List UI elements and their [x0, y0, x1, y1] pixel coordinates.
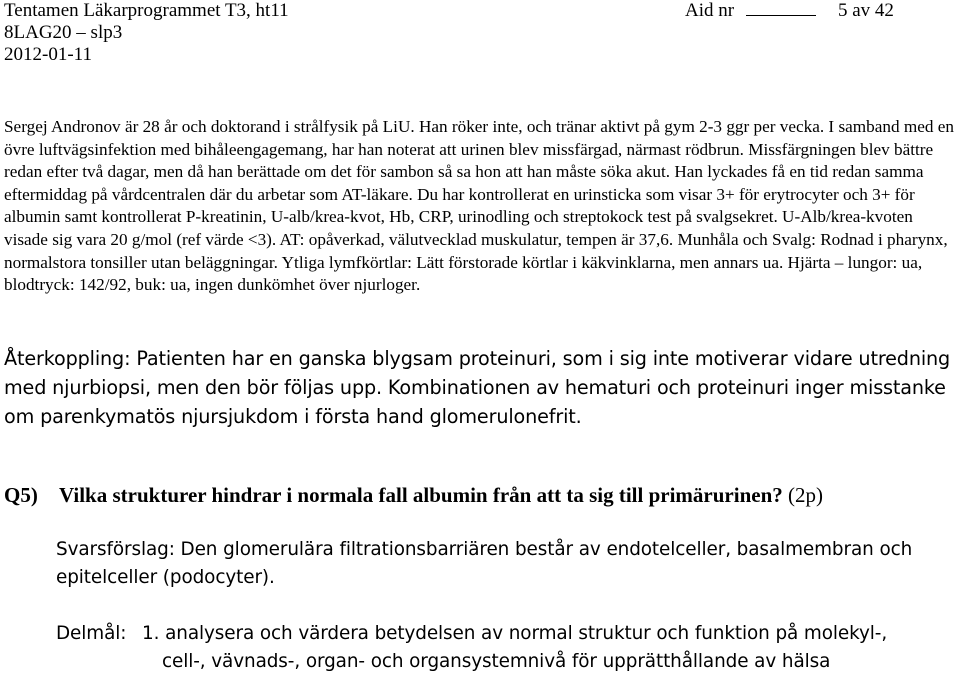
learning-objective-label: Delmål: — [56, 623, 127, 644]
header-row-1 — [4, 0, 956, 22]
question-text: Vilka strukturer hindrar i normala fall albumin från att ta sig till primärurinen? — [59, 483, 783, 507]
question-q5 — [4, 481, 954, 509]
header-row-2 — [4, 22, 956, 44]
feedback-paragraph: Återkoppling: Patienten har en ganska blygsam proteinuri, som i sig inte motiverar vidare utredning med njurbiopsi, men den bör följas upp. Kombinationen av hematuri och proteinuri inger misstanke om parenkymatös njursjukdom i första hand glomerulonefrit. — [4, 347, 951, 428]
page-header — [4, 0, 956, 66]
aid-number-blank — [746, 0, 816, 16]
case-description: Sergej Andronov är 28 år och doktorand i strålfysik på LiU. Han röker inte, och tränar aktivt på gym 2-3 ggr per vecka. I samband med en övre luftvägsinfektion med bihåleengagemang, har han noterat att urinen blev missfärgad, närmast rödbrun. Missfärgningen blev bättre redan efter två dagar, men då han berättade om det för sambon så sa hon att han måste söka akut. Han lyckades få en tid redan samma eftermiddag på vårdcentralen där du arbetar som AT-läkare. Du har kontrollerat en urinsticka som visar 3+ för erytrocyter och 3+ för albumin samt kontrollerat P-kreatinin, U-alb/krea-kvot, Hb, CRP, urinodling och streptokock test på svalgsekret. U-Alb/krea-kvoten visade sig vara 20 g/mol (ref värde <3). AT: opåverkad, välutvecklad muskulatur, tempen är 37,6. Munhåla och Svalg: Rodnad i pharynx, normalstora tonsiller utan beläggningar. Ytliga lymfkörtlar: Lätt förstorade körtlar i käkvinklarna, men annars ua. Hjärta – lungor: ua, blodtryck: 142/92, buk: ua, ingen dunkömhet över njurloger. — [4, 117, 954, 295]
learning-objective — [56, 620, 956, 676]
question-number: Q5) — [4, 483, 38, 507]
aid-number-field — [685, 0, 816, 22]
course-code: 8LAG20 – slp3 — [4, 22, 123, 43]
learning-objective-line-1 — [56, 620, 956, 648]
aid-label: Aid nr — [685, 0, 735, 21]
page-indicator: 5 av 42 — [838, 0, 894, 21]
exam-title: Tentamen Läkarprogrammet T3, ht11 — [4, 0, 289, 21]
exam-date: 2012-01-11 — [4, 44, 92, 65]
header-row-3 — [4, 44, 956, 66]
answer-suggestion: Svarsförslag: Den glomerulära filtrationsbarriären består av endotelceller, basalmembran och epitelceller (podocyter). — [56, 539, 913, 588]
learning-objective-item-continued: cell-, vävnads-, organ- och organsystemnivå för upprätthållande av hälsa — [162, 651, 831, 672]
question-points: (2p) — [788, 483, 824, 507]
learning-objective-item: 1. analysera och värdera betydelsen av normal struktur och funktion på molekyl-, — [142, 623, 888, 644]
